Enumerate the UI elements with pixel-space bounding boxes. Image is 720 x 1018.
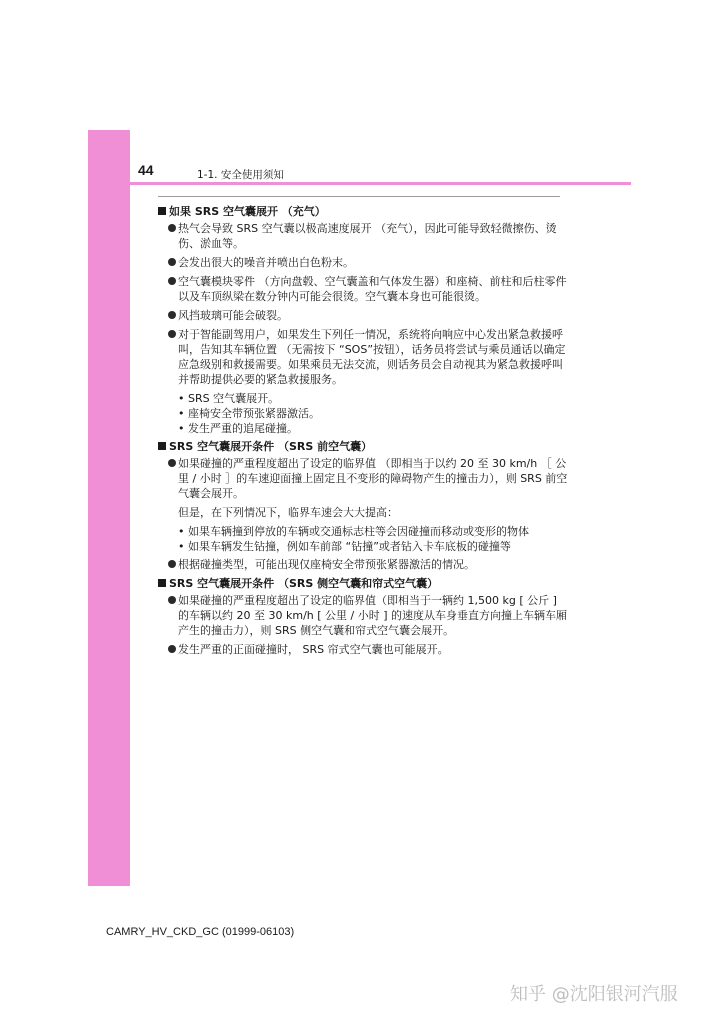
square-bullet-icon <box>158 442 166 450</box>
list-item: 发生严重的正面碰撞时， SRS 帘式空气囊也可能展开。 <box>158 642 568 657</box>
bullet-icon <box>168 311 176 319</box>
document-code: CAMRY_HV_CKD_GC (01999-06103) <box>106 926 295 938</box>
section-heading: 如果 SRS 空气囊展开 （充气） <box>158 204 568 219</box>
list-item: 对于智能副驾用户，如果发生下列任一情况，系统将向响应中心发出紧急救援呼叫，告知其车辆位置 （无需按下 “SOS”按钮），话务员将尝试与乘员通话以确定应急级别和救援需要。如果乘员无法交流，则话务员会自动视其为紧急救援呼叫并帮助提供必要的紧急救援服务。 <box>158 327 568 387</box>
sub-item: • 如果车辆发生钻撞，例如车前部 “钻撞”或者钻入卡车底板的碰撞等 <box>158 539 568 554</box>
list-item: 热气会导致 SRS 空气囊以极高速度展开 （充气），因此可能导致轻微擦伤、烫伤、淤血等。 <box>158 221 568 251</box>
bullet-icon <box>168 459 176 467</box>
list-item: 空气囊模块零件 （方向盘毂、空气囊盖和气体发生器）和座椅、前柱和后柱零件以及车顶纵梁在数分钟内可能会很烫。空气囊本身也可能很烫。 <box>158 274 568 304</box>
page-number: 44 <box>138 162 154 178</box>
watermark: 知乎 @沈阳银河汽服 <box>510 984 678 1005</box>
section-title: 1-1. 安全使用须知 <box>197 169 284 181</box>
bullet-icon <box>168 560 176 568</box>
square-bullet-icon <box>158 207 166 215</box>
list-item: 如果碰撞的严重程度超出了设定的临界值（即相当于一辆约 1,500 kg [ 公斤 ] 的车辆以约 20 至 30 km/h [ 公里 / 小时 ] 的速度从车身垂直方向撞上车辆车厢产生的撞击力），则 SRS 侧空气囊和帘式空气囊会展开。 <box>158 593 568 638</box>
sub-item: • SRS 空气囊展开。 <box>158 391 568 406</box>
section-heading: SRS 空气囊展开条件 （SRS 前空气囊） <box>158 439 568 454</box>
bullet-icon <box>168 645 176 653</box>
header-rule <box>88 182 631 185</box>
list-item: 风挡玻璃可能会破裂。 <box>158 308 568 323</box>
bullet-icon <box>168 596 176 604</box>
square-bullet-icon <box>158 579 166 587</box>
page-tab <box>88 130 130 886</box>
bullet-icon <box>168 277 176 285</box>
content-rule <box>158 196 560 197</box>
paragraph: 但是，在下列情况下，临界车速会大大提高： <box>178 506 398 519</box>
list-item: 会发出很大的噪音并喷出白色粉末。 <box>158 255 568 270</box>
content-body <box>158 204 568 661</box>
list-item: 根据碰撞类型，可能出现仅座椅安全带预张紧器激活的情况。 <box>158 557 568 572</box>
sub-item: • 发生严重的追尾碰撞。 <box>158 421 568 436</box>
bullet-icon <box>168 224 176 232</box>
list-item: 如果碰撞的严重程度超出了设定的临界值 （即相当于以约 20 至 30 km/h ［ 公里 / 小时 ］的车速迎面撞上固定且不变形的障碍物产生的撞击力），则 SRS 前空气囊会展开。 <box>158 456 568 501</box>
bullet-icon <box>168 330 176 338</box>
sub-item: • 如果车辆撞到停放的车辆或交通标志柱等会因碰撞而移动或变形的物体 <box>158 524 568 539</box>
section-heading: SRS 空气囊展开条件 （SRS 侧空气囊和帘式空气囊） <box>158 576 568 591</box>
sub-item: • 座椅安全带预张紧器激活。 <box>158 406 568 421</box>
bullet-icon <box>168 258 176 266</box>
